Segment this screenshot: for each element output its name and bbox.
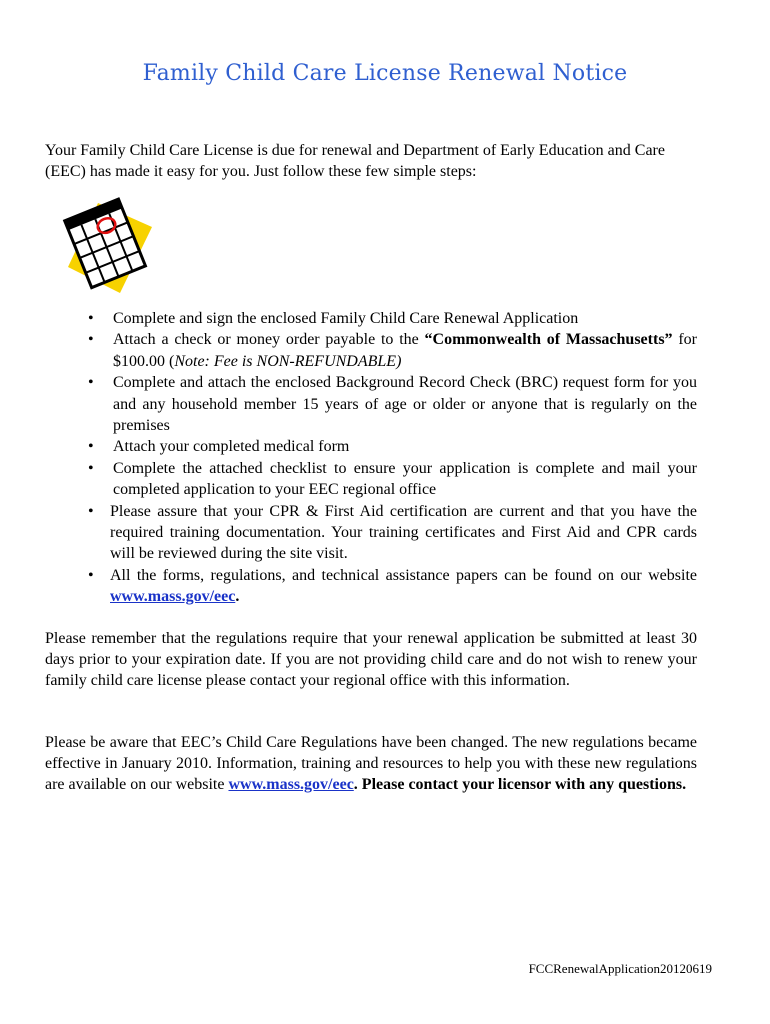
fee-note: Note: Fee is NON-REFUNDABLE) [174, 352, 402, 370]
list-item: • Complete and attach the enclosed Background Record Check (BRC) request form for you and any household member 15 years of age or older or anyone that is regularly on the premises [88, 374, 697, 435]
list-item: • Complete the attached checklist to ensure your application is complete and mail your completed application to your EEC regional office [88, 459, 697, 499]
page-title: Family Child Care License Renewal Notice [142, 61, 628, 86]
intro-paragraph: Your Family Child Care License is due for renewal and Department of Early Education and Care (EEC) has made it easy for you. Just follow these few simple steps: [45, 142, 665, 180]
list-item: • Please assure that your CPR & First Aid certification are current and that you have the required training documentation. Your training certificates and First Aid and CPR cards will be reviewed during the site visit. [88, 502, 697, 563]
eec-website-link[interactable]: www.mass.gov/eec [228, 776, 354, 793]
payee-name: “Commonwealth of Massachusetts” [424, 331, 673, 349]
deadline-paragraph: Please remember that the regulations require that your renewal application be submitted at least 30 days prior to your expiration date. If you are not providing child care and do not wish to renew your family child care license please contact your regional office with this information. [45, 630, 697, 689]
list-item: • Attach a check or money order payable to the “Commonwealth of Massachusetts” for $100.00 (Note: Fee is NON-REFUNDABLE) [88, 331, 697, 370]
list-item: • Attach your completed medical form [88, 438, 350, 456]
eec-website-link[interactable]: www.mass.gov/eec [110, 588, 236, 606]
regulations-paragraph: Please be aware that EEC’s Child Care Regulations have been changed. The new regulations became effective in January 2010. Information, training and resources to help you with these new regulations are available on our website www.mass.gov/eec. Please contact your licensor with any questions. [45, 734, 697, 793]
list-item: • Complete and sign the enclosed Family Child Care Renewal Application [88, 310, 579, 327]
list-item: • All the forms, regulations, and technical assistance papers can be found on our website www.mass.gov/eec. [88, 566, 697, 606]
calendar-icon [60, 195, 160, 295]
document-footer-id: FCCRenewalApplication20120619 [528, 961, 712, 976]
steps-list [85, 308, 697, 608]
